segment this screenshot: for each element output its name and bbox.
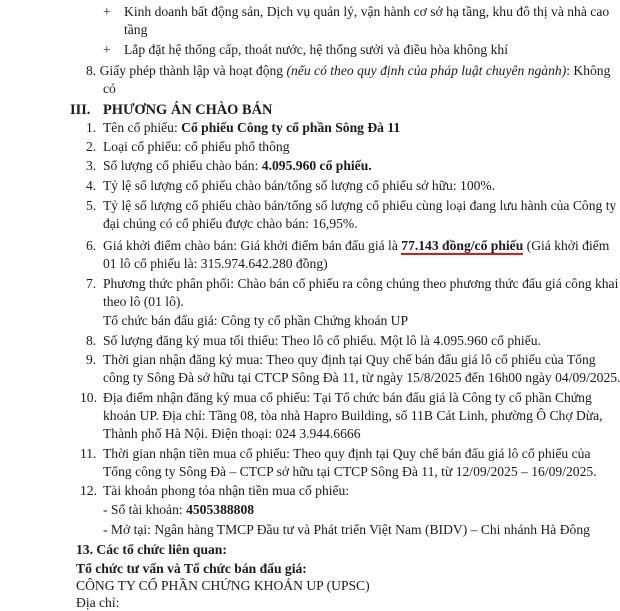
item-8-license bbox=[86, 63, 610, 79]
section-13-title: 13. Các tổ chức liên quan: bbox=[76, 542, 227, 557]
item-3-quantity: Số lượng cổ phiếu chào bán: 4.095.960 cổ phiếu. bbox=[103, 158, 372, 173]
item-9-registration-time: Thời gian nhận đăng ký mua: Theo quy định tại Quy chế bán đấu giá lô cổ phiếu của Tổng bbox=[103, 352, 596, 367]
item-number: 10. bbox=[80, 390, 97, 405]
bullet-symbol: + bbox=[103, 42, 111, 57]
item-4-ratio: Tỷ lệ số lượng cổ phiếu chào bán/tổng số lượng cổ phiếu sở hữu: 100%. bbox=[103, 178, 496, 193]
stock-name-value: Cổ phiếu Công ty cổ phần Sông Đà 11 bbox=[181, 120, 401, 135]
item-number: 5. bbox=[86, 198, 97, 213]
bullet-symbol: + bbox=[103, 4, 111, 19]
item-7-distribution-cont: theo lô (01 lô). bbox=[103, 294, 184, 309]
item-number: 4. bbox=[86, 178, 97, 193]
item-8-license-cont: có bbox=[103, 81, 116, 96]
bullet-item-2: Lắp đặt hệ thống cấp, thoát nước, hệ thống sưởi và điều hòa không khí bbox=[124, 42, 508, 57]
item-2-stock-type: Loại cổ phiếu: cổ phiếu phổ thông bbox=[103, 139, 290, 154]
quantity-value: 4.095.960 cổ phiếu. bbox=[261, 158, 372, 173]
item-9-registration-time-cont: công ty Sông Đà sở hữu tại CTCP Sông Đà 11, từ ngày 15/8/2025 đến 16h00 ngày 04/09/2025. bbox=[103, 370, 620, 385]
item-7-distribution: Phương thức phân phối: Chào bán cổ phiếu ra công chúng theo phương thức đấu giá công khai bbox=[103, 276, 619, 291]
section-3-title: PHƯƠNG ÁN CHÀO BÁN bbox=[103, 102, 273, 118]
org-address-label: Địa chỉ: bbox=[76, 595, 120, 610]
item-5-ratio: Tỷ lệ số lượng cổ phiếu chào bán/tổng số lượng cổ phiếu cùng loại đang lưu hành của Công ty bbox=[103, 198, 617, 213]
item-number: 3. bbox=[86, 158, 97, 173]
item-12-escrow-account: Tài khoản phong tỏa nhận tiền mua cổ phiếu: bbox=[103, 483, 350, 498]
item-number: 11. bbox=[80, 446, 97, 461]
item-10-location: Địa điểm nhận đăng ký mua cổ phiếu: Tại Tổ chức bán đấu giá là Công ty cổ phần Chứng bbox=[103, 390, 592, 405]
item-1-stock-name: Tên cổ phiếu: Cổ phiếu Công ty cổ phần Sông Đà 11 bbox=[103, 120, 401, 135]
item-5-ratio-cont: đại chúng có cổ phiếu được chào bán: 16,95%. bbox=[103, 216, 358, 231]
item-number: 2. bbox=[86, 139, 97, 154]
item-7-auction-org: Tổ chức bán đấu giá: Công ty cổ phần Chứng khoán UP bbox=[103, 313, 409, 328]
item-text: Giấy phép thành lập và hoạt động bbox=[99, 63, 287, 78]
account-number-line: - Số tài khoản: 4505388808 bbox=[103, 502, 255, 517]
item-number: 1. bbox=[86, 120, 97, 135]
bullet-item-1-cont: tầng bbox=[124, 22, 148, 37]
item-number: 6. bbox=[86, 238, 97, 253]
item-10-location-cont: Thành phố Hà Nội. Điện thoại: 024 3.944.6666 bbox=[103, 426, 361, 441]
price-value: 77.143 đồng/cổ phiếu bbox=[401, 238, 524, 253]
item-11-payment-time: Thời gian nhận tiền mua cổ phiếu: Theo quy định tại Quy chế bán đấu giá lô cổ phiếu của bbox=[103, 446, 591, 461]
org-heading: Tổ chức tư vấn và Tổ chức bán đấu giá: bbox=[76, 561, 307, 576]
item-number: 7. bbox=[86, 276, 97, 291]
account-number-value: 4505388808 bbox=[186, 502, 255, 517]
item-8-min-quantity: Số lượng đăng ký mua tối thiểu: Theo lô cổ phiếu. Một lô là 4.095.960 cổ phiếu. bbox=[103, 333, 541, 348]
item-italic-note: (nếu có theo quy định của pháp luật chuyên ngành) bbox=[286, 63, 567, 78]
item-number: 12. bbox=[80, 483, 97, 498]
item-6-price-cont: 01 lô cổ phiếu là: 315.974.642.280 đồng) bbox=[103, 256, 328, 271]
section-3-number: III. bbox=[70, 102, 91, 118]
item-number: 8. bbox=[86, 63, 97, 78]
org-name: CÔNG TY CỔ PHẦN CHỨNG KHOÁN UP (UPSC) bbox=[76, 578, 370, 593]
item-tail: : Không bbox=[566, 63, 611, 78]
item-11-payment-time-cont: Tổng công ty Sông Đà – CTCP sở hữu tại CTCP Sông Đà 11, từ 12/09/2025 – 16/09/2025. bbox=[103, 464, 597, 479]
item-number: 9. bbox=[86, 352, 97, 367]
item-6-price: Giá khởi điểm chào bán: Giá khởi điểm bán đấu giá là 77.143 đồng/cổ phiếu (Giá khởi điểm bbox=[103, 238, 610, 253]
item-10-location-cont: khoán UP. Địa chỉ: Tầng 08, tòa nhà Hapro Building, số 11B Cát Linh, phường Ô Chợ Dừa, bbox=[103, 408, 603, 423]
bullet-item-1: Kinh doanh bất động sản, Dịch vụ quản lý, vận hành cơ sở hạ tầng, khu đô thị và nhà cao bbox=[124, 4, 610, 19]
item-number: 8. bbox=[86, 333, 97, 348]
bank-line: - Mở tại: Ngân hàng TMCP Đầu tư và Phát triển Việt Nam (BIDV) – Chi nhánh Hà Đông bbox=[103, 522, 590, 537]
